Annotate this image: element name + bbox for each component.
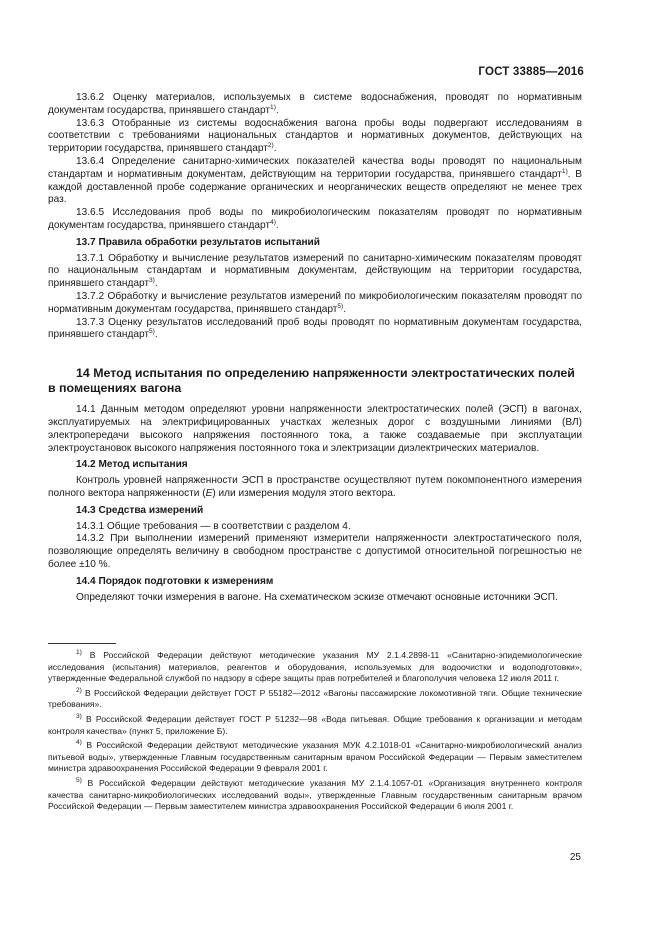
paragraph-13-7-1: 13.7.1 Обработку и вычисление результатов измерений по санитарно-химическим показателям проводят по национальным стандартам и нормативным документам, действующим на территории государства, принявшего стандарт$^{3)}$. — [48, 252, 582, 290]
footnotes — [48, 650, 582, 816]
paragraph-13-6-2: 13.6.2 Оценку материалов, используемых в системе водоснабжения, проводят по нормативным документам государства, принявшего стандарт$^{1)}$. — [48, 92, 582, 116]
footnote-ref[interactable]: 5) — [337, 302, 344, 310]
footnote-ref[interactable]: 5) — [148, 328, 155, 336]
footnote-4: $^{4)}$ В Российской Федерации действуют методические указания МУК 4.2.1018-01 «Санитарно-микробиологический анализ питьевой воды», утвержденные Главным государственным санитарным врачом Российской Федерации — Первым заместителем министра здравоохранения Российской Федерации 9 февраля 2001 г. — [48, 739, 582, 774]
paragraph-13-7-2: 13.7.2 Обработку и вычисление результатов измерений по микробиологическим показателям проводят по нормативным документам государства, принявшего стандарт$^{5)}$. — [48, 290, 582, 315]
paragraph-14-3-1: 14.3.1 Общие требования — в соответствии с разделом 4. — [76, 520, 351, 532]
subsection-heading-14-4: 14.4 Порядок подготовки к измерениям — [76, 575, 274, 587]
section-heading-14: 14 Метод испытания по определению напряженности электростатических полей в помещениях вагона — [48, 366, 575, 396]
footnote-2: $^{2)}$ В Российской Федерации действует ГОСТ Р 55182—2012 «Вагоны пассажирские локомотивной тяги. Общие технические требования». — [48, 686, 582, 710]
page-number: 25 — [569, 852, 581, 863]
footnote-ref[interactable]: 1) — [561, 167, 568, 175]
main-text — [48, 92, 582, 604]
paragraph-13-6-5: 13.6.5 Исследования проб воды по микробиологическим показателям проводят по нормативным документам государства, принявшего стандарт$^{4)}$. — [48, 207, 582, 231]
footnote-ref[interactable]: 1) — [270, 103, 276, 111]
paragraph-14-1: 14.1 Данным методом определяют уровни напряженности электростатических полей (ЭСП) в вагонах, эксплуатируемых на электрифицированных участках железных дорог с воздушными линиями (ВЛ) электропередачи высокого напряжения постоянного тока, а также создаваемые при эксплуатации электроустановок высокого напряжения постоянного тока и электризации диэлектрических материалов. — [48, 404, 582, 454]
document-code-header: ГОСТ 33885—2016 — [478, 66, 584, 78]
footnote-5: $^{5)}$ В Российской Федерации действуют методические указания МУ 2.1.4.1057-01 «Организация внутреннего контроля качества санитарно-микробиологических исследований воды», утвержденные Главным государственным санитарным врачом Российской Федерации — Первым заместителем министра здравоохранения Российской Федерации 6 июля 2001 г. — [48, 776, 582, 812]
subsection-heading-14-3: 14.3 Средства измерений — [76, 504, 204, 516]
paragraph-14-4: Определяют точки измерения в вагоне. На схематическом эскизе отмечают основные источники ЭСП. — [76, 591, 558, 603]
paragraph-14-3-2: 14.3.2 При выполнении измерений применяют измерители напряженности электростатического поля, позволяющие определять величину в свободном пространстве с допустимой относительной погрешностью не более ±10 %. — [48, 533, 582, 570]
footnote-separator — [48, 643, 116, 644]
footnote-ref[interactable]: 2) — [267, 142, 274, 150]
footnote-ref[interactable]: 4) — [270, 218, 276, 226]
paragraph-13-6-3: 13.6.3 Отобранные из системы водоснабжения вагона пробы воды подвергают исследованиям в соответствии с требованиями национальных стандартов и нормативных документов, действующих на территории государства, принявшего стандарт$^{2)}$. — [48, 117, 582, 155]
footnote-1: $^{1)}$ В Российской Федерации действуют методические указания МУ 2.1.4.2898-11 «Санитарно-эпидемиологические исследования (испытания) материалов, реагентов и оборудования, используемых для водоочистки и водоподготовки», утвержденные Федеральной службой по надзору в сфере защиты прав потребителей и благополучия человека 12 июля 2011 г. — [48, 649, 582, 684]
subsection-heading-13-7: 13.7 Правила обработки результатов испытаний — [76, 236, 320, 248]
subsection-heading-14-2: 14.2 Метод испытания — [76, 459, 188, 471]
footnote-ref[interactable]: 3) — [148, 277, 155, 285]
paragraph-13-7-3: 13.7.3 Оценку результатов исследований проб воды проводят по нормативным документам государства, принявшего стандарт$^{5)}$. — [48, 316, 582, 341]
paragraph-14-2: Контроль уровней напряженности ЭСП в пространстве осуществляют путем покомпонентного измерения полного вектора напряженности (E) или измерения модуля этого вектора. — [48, 475, 582, 499]
footnote-3: $^{3)}$ В Российской Федерации действует ГОСТ Р 51232—98 «Вода питьевая. Общие требования к организации и методам контроля качества» (пункт 5, приложение Б). — [48, 712, 582, 736]
paragraph-13-6-4: 13.6.4 Определение санитарно-химических показателей качества воды проводят по национальным стандартам и нормативным документам, действующим на территории государства, принявшего стандарт$^{1)}$. В каждой доставленной пробе содержание органических и неорганических веществ определяют не менее трех раз. — [48, 155, 582, 206]
